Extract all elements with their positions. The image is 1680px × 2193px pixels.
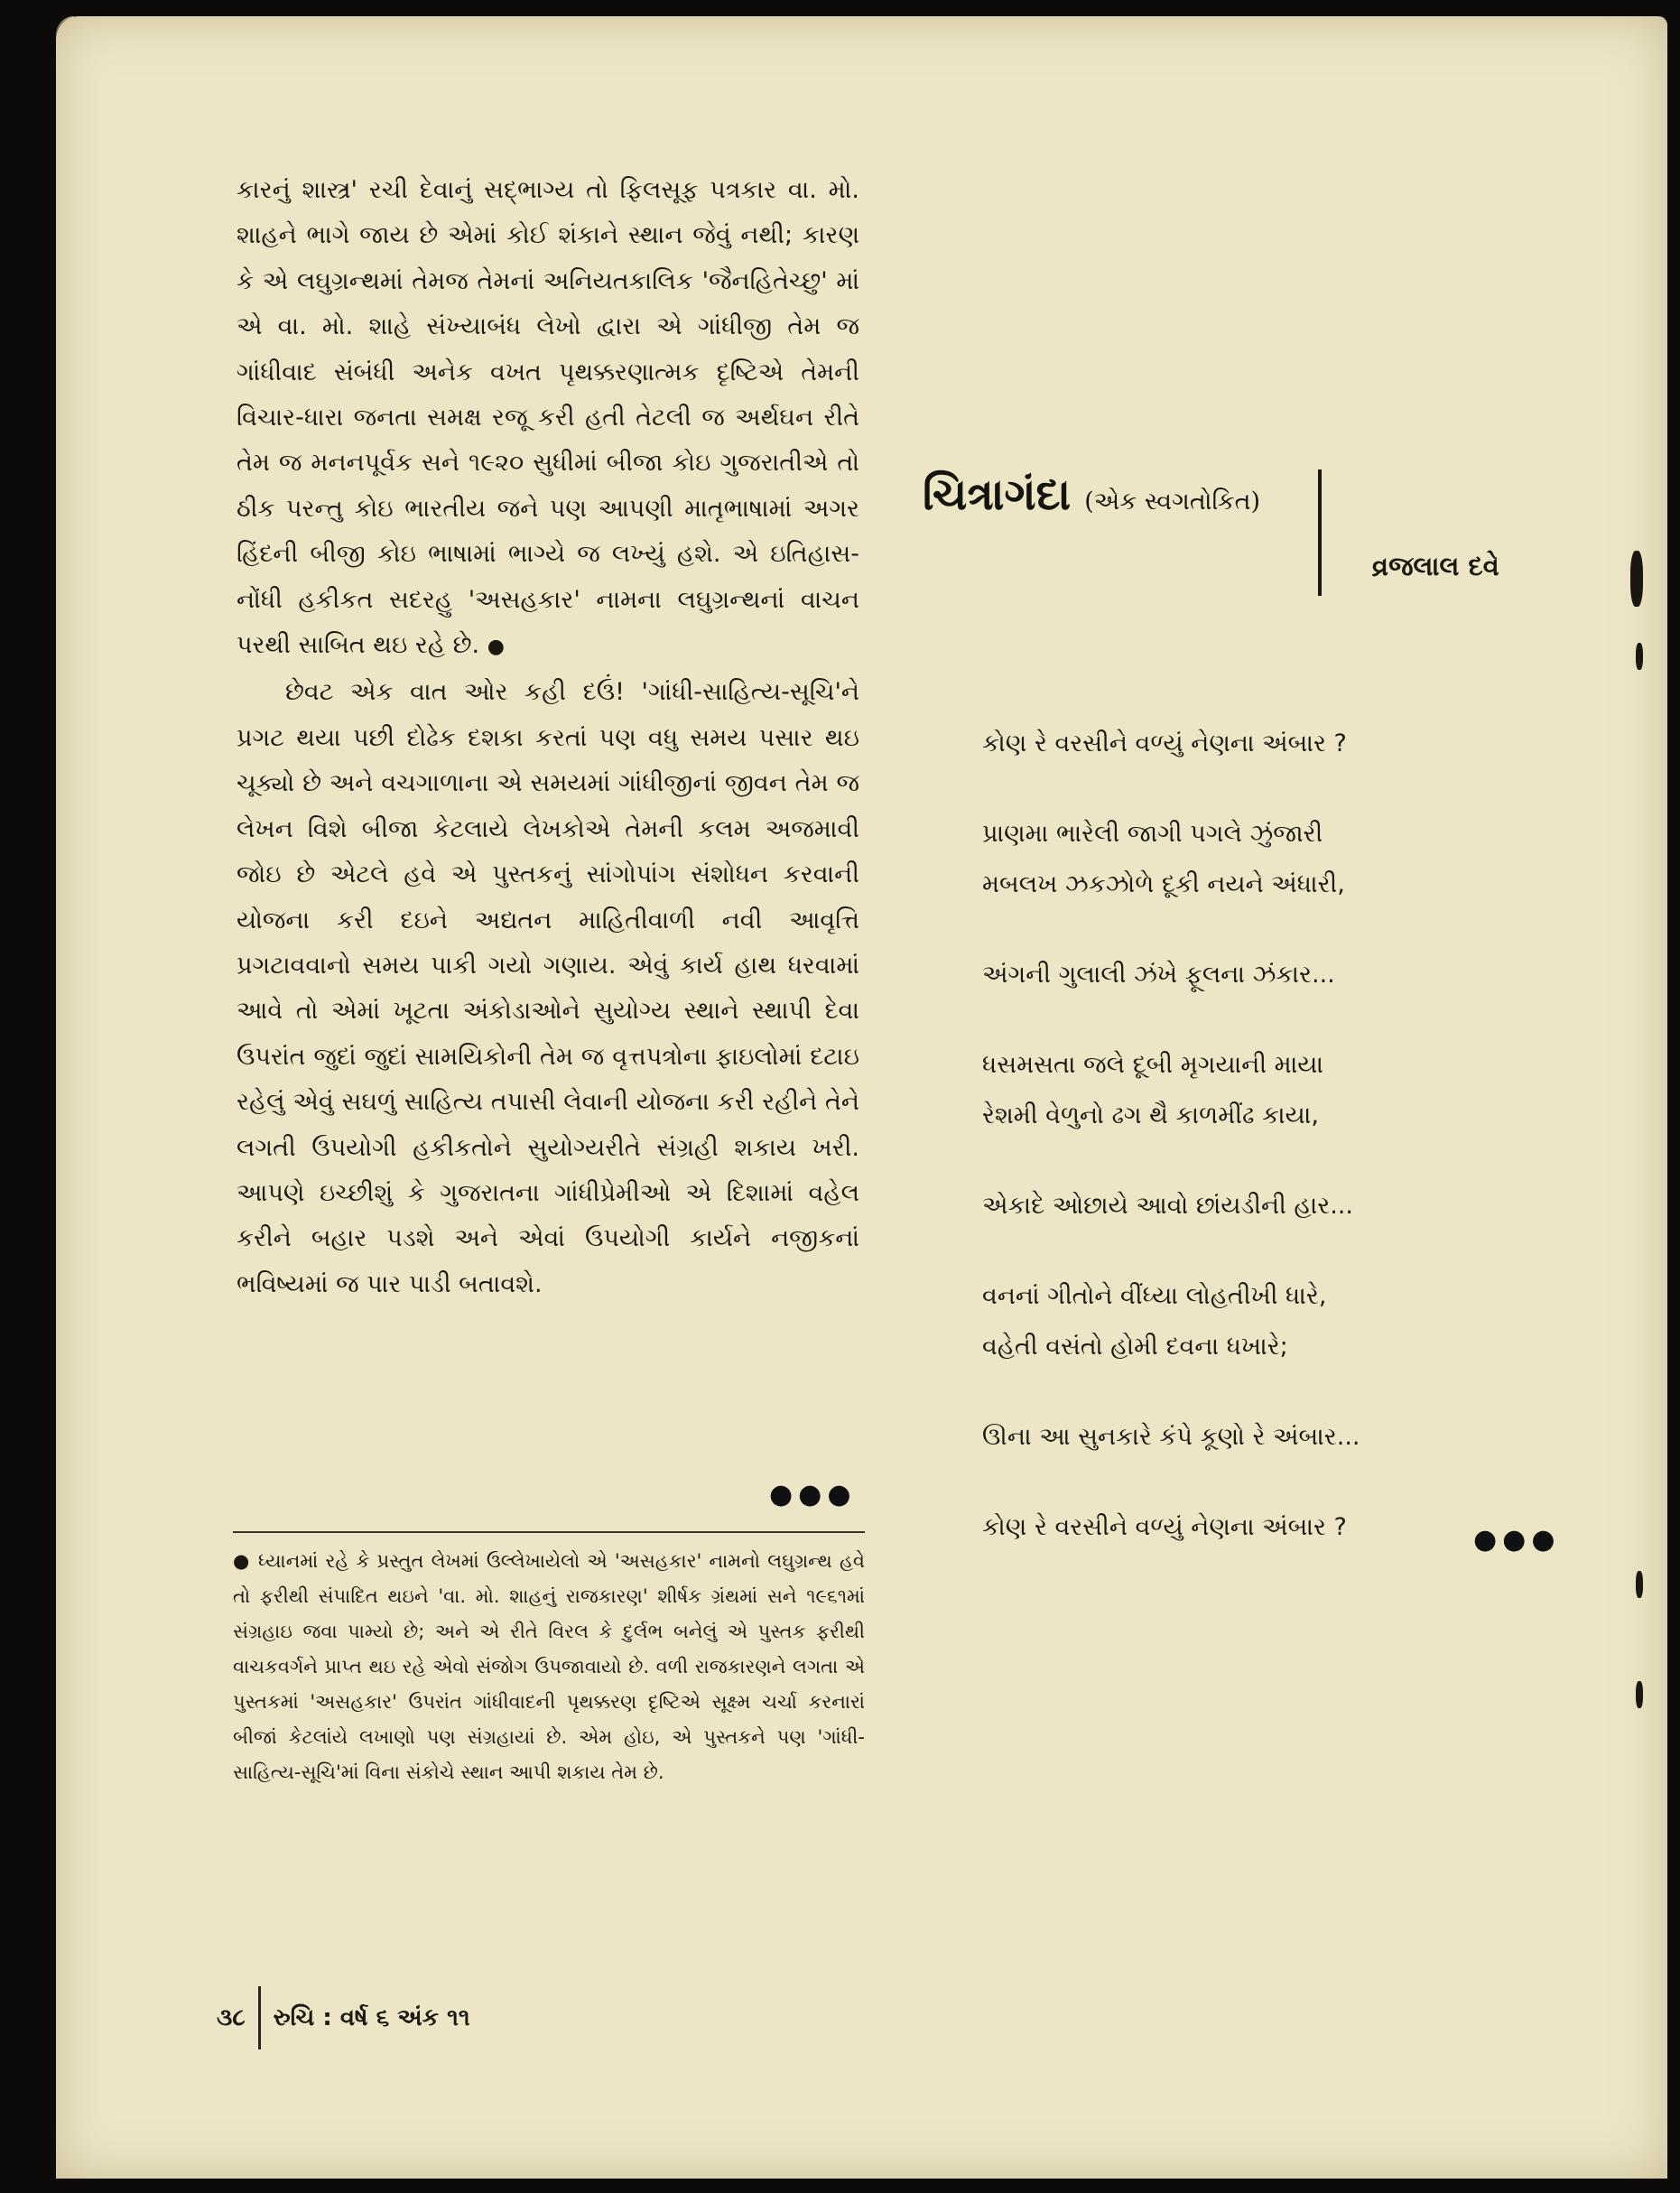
footnote-text: ● ધ્યાનમાં રહે કે પ્રસ્તુત લેખમાં ઉલ્લેખાયેલો એ 'અસહકાર' નામનો લઘુગ્રન્થ હવે તો ફરીથી સંપાદિત થઇને 'વા. મો. શાહનું રાજકારણ' શીર્ષક ગ્રંથમાં સને ૧૯૬૧માં સંગ્રહાઇ જવા પામ્યો છે; અને એ રીતે વિરલ કે દુર્લભ બનેલું એ પુસ્તક ફરીથી વાચકવર્ગને પ્રાપ્ત થઇ રહે એવો સંજોગ ઉપજાવાયો છે. વળી રાજકારણને લગતા એ પુસ્તકમાં 'અસહકાર' ઉપરાંત ગાંધીવાદની પૃથક્કરણ દૃષ્ટિએ સૂક્ષ્મ ચર્ચા કરનારાં બીજાં કેટલાંયે લખાણો પણ સંગ્રહાયાં છે. એમ હોઇ, એ પુસ્તકને પણ 'ગાંધી-સાહિત્ય-સૂચિ'માં વિના સંકોચે સ્થાન આપી શકાય તેમ છે. — [233, 1550, 865, 1783]
poem-heading — [923, 469, 1260, 521]
article-paragraph — [237, 670, 859, 1307]
poem-line: ધસમસતા જલે દૂબી મૃગયાની માયા — [982, 1051, 1324, 1079]
footnote-marker: ● — [487, 636, 505, 659]
footer-divider — [258, 1986, 261, 2049]
poem-subtitle: (એક સ્વગતોકિત) — [1084, 488, 1261, 516]
poem-line: ઊના આ સુનકારે કંપે કૂણો રે અંબાર... — [982, 1423, 1360, 1451]
page-footer — [217, 1986, 470, 2049]
article-end-marker: ●●● — [769, 1479, 857, 1510]
poem-body — [982, 719, 1434, 1553]
poem-line: વનનાં ગીતોને વીંધ્યા લોહતીખી ધારે, — [982, 1282, 1327, 1310]
poem-line: એકાદે ઓછાયે આવો છાંયડીની હાર... — [982, 1192, 1353, 1220]
poem-author: વ્રજલાલ દવે — [1372, 551, 1499, 581]
footnote — [233, 1544, 865, 1790]
poem-line: અંગની ગુલાલી ઝંખે ફૂલના ઝંકાર... — [982, 961, 1335, 989]
binding-hole-mark — [1636, 643, 1643, 670]
binding-hole-mark — [1636, 1571, 1643, 1598]
paragraph-text: છેવટ એક વાત ઓર કહી દઉં! 'ગાંધી-સાહિત્ય-સૂચિ'ને પ્રગટ થયા પછી દોઢેક દશકા કરતાં પણ વધુ સમય પસાર થઇ ચૂક્યો છે અને વચગાળાના એ સમયમાં ગાંધીજીનાં જીવન તેમ જ લેખન વિશે બીજા કેટલાયે લેખકોએ તેમની કલમ અજમાવી જોઇ છે એટલે હવે એ પુસ્તકનું સાંગોપાંગ સંશોધન કરવાની યોજના કરી દઇને અદ્યતન માહિતીવાળી નવી આવૃત્તિ પ્રગટાવવાનો સમય પાકી ગયો ગણાય. એવું કાર્ય હાથ ધરવામાં આવે તો એમાં ખૂટતા અંકોડાઓને સુયોગ્ય સ્થાને સ્થાપી દેવા ઉપરાંત જુદાં જુદાં સામયિકોની તેમ જ વૃત્તપત્રોના ફાઇલોમાં દટાઇ રહેલું એવું સઘળું સાહિત્ય તપાસી લેવાની યોજના કરી રહીને તેને લગતી ઉપયોગી હકીકતોને સુયોગ્યરીતે સંગ્રહી શકાય ખરી. આપણે ઇચ્છીશું કે ગુજરાતના ગાંધીપ્રેમીઓ એ દિશામાં વહેલ કરીને બહાર પડશે અને એવાં ઉપયોગી કાર્યને નજીકનાં ભવિષ્યમાં જ પાર પાડી બતાવશે. — [237, 678, 859, 1298]
article-paragraph — [237, 168, 859, 670]
paragraph-text: કારનું શાસ્ત્ર' રચી દેવાનું સદ્ભાગ્ય તો ફિલસૂફ પત્રકાર વા. મો. શાહને ભાગે જાય છે એમાં કોઈ શંકાને સ્થાન જેવું નથી; કારણ કે એ લઘુગ્રન્થમાં તેમજ તેમનાં અનિયતકાલિક 'જૈનહિતેચ્છુ' માં એ વા. મો. શાહે સંખ્યાબંધ લેખો દ્વારા એ ગાંધીજી તેમ જ ગાંધીવાદ સંબંધી અનેક વખત પૃથક્કરણાત્મક દૃષ્ટિએ તેમની વિચાર-ધારા જનતા સમક્ષ રજૂ કરી હતી તેટલી જ અર્થઘન રીતે તેમ જ મનનપૂર્વક સને ૧૯૨૦ સુધીમાં બીજા કોઇ ગુજરાતીએ તો ઠીક પરન્તુ કોઇ ભારતીય જને પણ આપણી માતૃભાષામાં અગર હિંદની બીજી કોઇ ભાષામાં ભાગ્યે જ લખ્યું હશે. એ ઇતિહાસ-નોંધી હકીકત સદરહુ 'અસહકાર' નામના લઘુગ્રન્થનાં વાચન પરથી સાબિત થઇ રહે છે. — [237, 176, 859, 660]
page-number: ૩૮ — [217, 2003, 246, 2031]
footnote-divider — [233, 1531, 865, 1533]
poem-title: ચિત્રાગંદા — [923, 469, 1072, 520]
poem-line: કોણ રે વરસીને વળ્યું નેણના અંબાર ? — [982, 1513, 1347, 1541]
title-divider — [1318, 469, 1322, 596]
poem-line: પ્રાણમા ભારેલી જાગી પગલે ઝુંજારી — [982, 820, 1323, 848]
poem-line: મબલખ ઝકઝોળે દૂકી નયને અંધારી, — [982, 870, 1345, 898]
binding-hole-mark — [1630, 551, 1643, 607]
poem-line: કોણ રે વરસીને વળ્યું નેણના અંબાર ? — [982, 729, 1347, 757]
binding-hole-mark — [1636, 1681, 1643, 1708]
poem-line: રેશમી વેળુનો ઢગ થૈ કાળમીંઢ કાયા, — [982, 1101, 1319, 1129]
poem-line: વહેતી વસંતો હોમી દવના ધખારે; — [982, 1333, 1288, 1361]
article-continuation — [237, 168, 859, 1307]
poem-end-marker: ●●● — [1473, 1524, 1561, 1556]
journal-issue: રુચિ : વર્ષ ૬ અંક ૧૧ — [273, 2003, 470, 2031]
